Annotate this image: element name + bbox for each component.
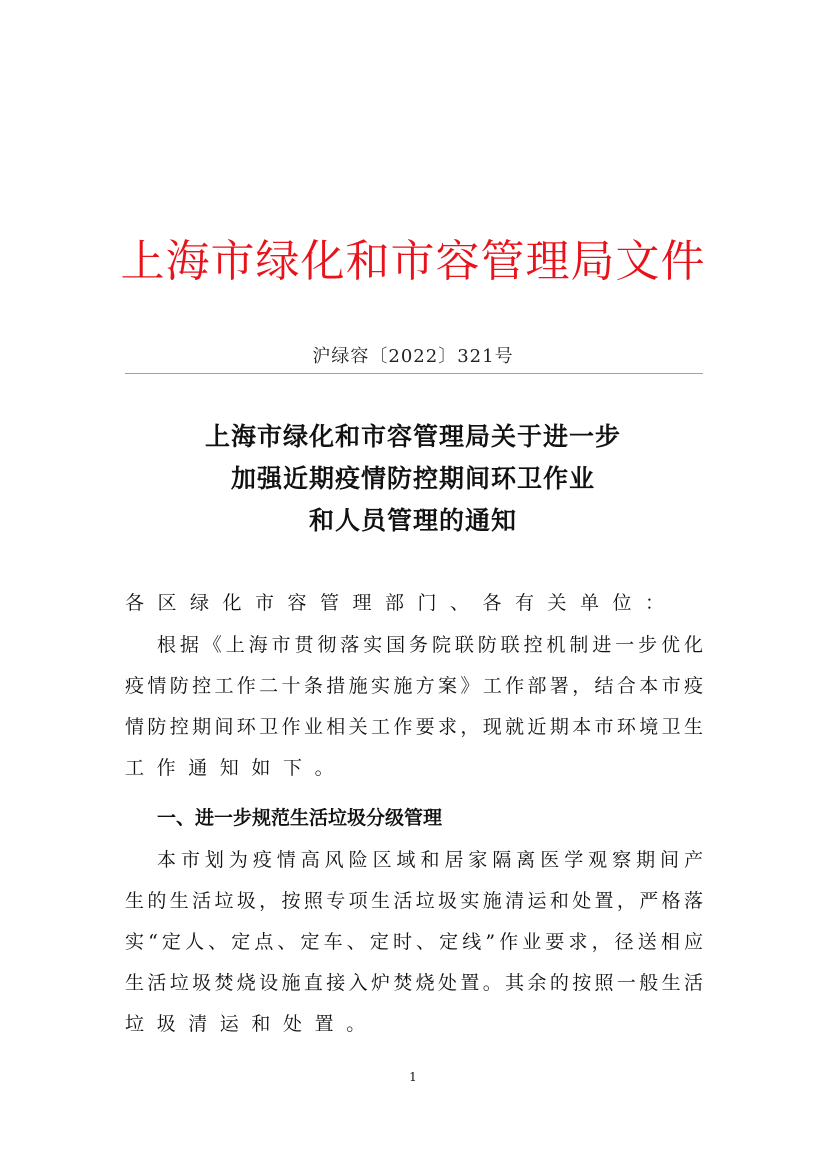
page-number: 1 [409, 1070, 417, 1084]
document-title-line: 加强近期疫情防控期间环卫作业 [230, 464, 595, 493]
paragraph-line: 生活垃圾焚烧设施直接入炉焚烧处置。其余的按照一般生活 [125, 972, 703, 994]
section-heading: 一、进一步规范生活垃圾分级管理 [157, 807, 443, 829]
document-title-line: 和人员管理的通知 [308, 506, 517, 535]
paragraph-line: 疫情防控工作二十条措施实施方案》工作部署，结合本市疫 [125, 675, 703, 697]
addressee: 各区绿化市容管理部门、各有关单位： [125, 592, 678, 614]
issuer-header: 上海市绿化和市容管理局文件 [120, 236, 706, 287]
paragraph-line: 根据《上海市贯彻落实国务院联防联控机制进一步优化 [157, 634, 703, 656]
paragraph-line: 生的生活垃圾，按照专项生活垃圾实施清运和处置，严格落 [125, 890, 703, 912]
document-title-line: 上海市绿化和市容管理局关于进一步 [204, 422, 621, 451]
paragraph-line: 本市划为疫情高风险区域和居家隔离医学观察期间产 [157, 849, 703, 871]
paragraph-line: 垃圾清运和处置。 [125, 1013, 378, 1035]
document-number: 沪绿容〔2022〕321号 [312, 346, 514, 367]
paragraph-line: 情防控期间环卫作业相关工作要求，现就近期本市环境卫生 [125, 716, 703, 738]
paragraph-line: 实“定人、定点、定车、定时、定线”作业要求，径送相应 [125, 931, 703, 953]
paragraph-line: 工作通知如下。 [125, 757, 347, 779]
red-divider [125, 373, 703, 374]
